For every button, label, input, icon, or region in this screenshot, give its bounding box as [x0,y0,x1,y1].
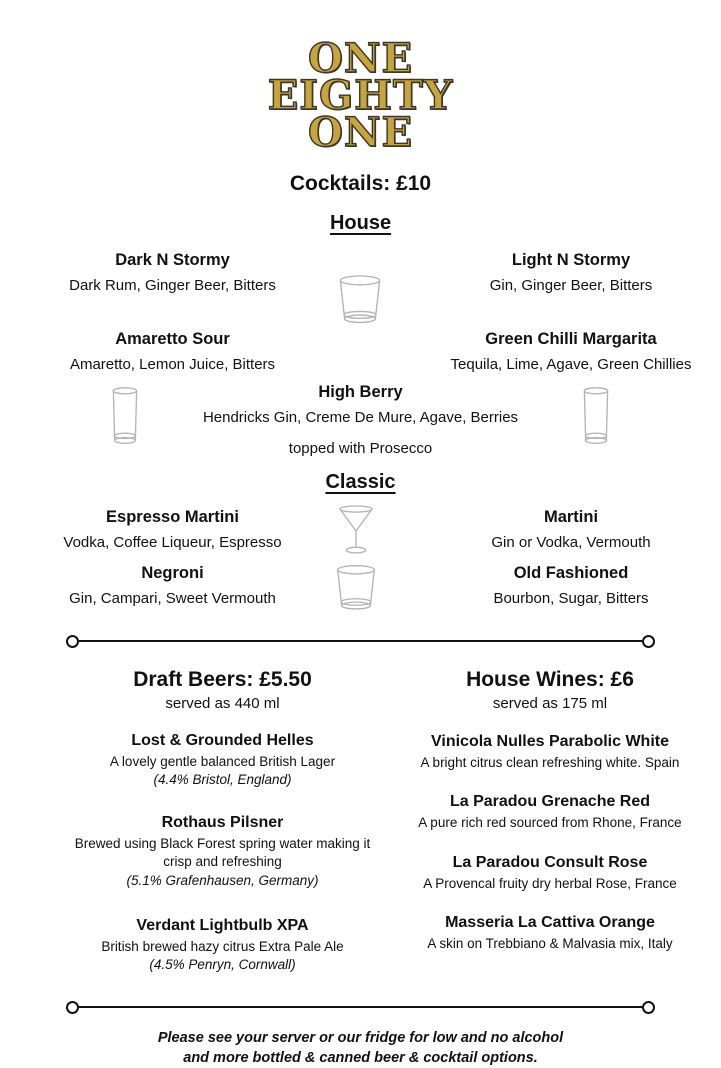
logo-line-3: ONE [0,114,721,151]
wine-item [400,914,700,954]
highball-glass-icon [581,385,611,451]
divider-line [79,1006,642,1008]
beer-name: Verdant Lightbulb XPA [60,917,385,935]
cocktail-name: Light N Stormy [421,251,721,270]
rocks-glass-icon [334,564,378,614]
beer-description: Brewed using Black Forest spring water making it crisp and refreshing [60,835,385,872]
cocktail-name: Old Fashioned [421,564,721,583]
house-wines-column [400,668,700,975]
beers-and-wines-section [0,668,721,975]
house-wines-serving-size: served as 175 ml [400,695,700,712]
cocktail-ingredients: Gin or Vodka, Vermouth [421,534,721,551]
cocktail-ingredients: Tequila, Lime, Agave, Green Chillies [421,356,721,373]
cocktails-price-title: Cocktails: £10 [0,172,721,196]
cocktail-extra: topped with Prosecco [0,440,721,457]
cocktail-old-fashioned [421,564,721,607]
house-row-1 [0,251,721,294]
footer-note-line-2: and more bottled & canned beer & cocktail options. [0,1049,721,1068]
cocktail-espresso-martini [0,508,345,551]
beer-origin: (4.4% Bristol, England) [60,771,385,790]
house-row-2 [0,330,721,373]
cocktail-martini [421,508,721,551]
cocktail-ingredients: Vodka, Coffee Liqueur, Espresso [0,534,345,551]
footer-note-line-1: Please see your server or our fridge for low and no alcohol [0,1029,721,1049]
wine-description: A bright citrus clean refreshing white. Spain [400,754,700,773]
cocktail-ingredients: Gin, Ginger Beer, Bitters [421,277,721,294]
wine-description: A Provencal fruity dry herbal Rose, France [400,875,700,894]
wine-item [400,733,700,773]
cocktail-name: Dark N Stormy [0,251,345,270]
wine-description: A pure rich red sourced from Rhone, France [400,814,700,833]
wine-name: Vinicola Nulles Parabolic White [400,733,700,751]
house-section-heading: House [0,212,721,235]
cocktail-name: Espresso Martini [0,508,345,527]
beer-name: Lost & Grounded Helles [60,732,385,750]
wine-name: Masseria La Cattiva Orange [400,914,700,932]
beer-item [60,814,385,891]
draft-beers-title: Draft Beers: £5.50 [60,668,385,692]
cocktail-name: Amaretto Sour [0,330,345,349]
beer-origin: (4.5% Penryn, Cornwall) [60,956,385,975]
divider-end-dot [642,635,655,648]
footer-note [0,1029,721,1068]
cocktail-ingredients: Hendricks Gin, Creme De Mure, Agave, Berries [0,409,721,426]
cocktail-name: Martini [421,508,721,527]
cocktail-ingredients: Dark Rum, Ginger Beer, Bitters [0,277,345,294]
rocks-glass-icon [337,273,383,329]
wine-description: A skin on Trebbiano & Malvasia mix, Italy [400,935,700,954]
cocktail-name: High Berry [0,383,721,402]
classic-section-heading: Classic [0,471,721,494]
wine-item [400,793,700,833]
cocktail-ingredients: Gin, Campari, Sweet Vermouth [0,590,345,607]
cocktail-ingredients: Amaretto, Lemon Juice, Bitters [0,356,345,373]
house-wines-title: House Wines: £6 [400,668,700,692]
cocktail-light-n-stormy [421,251,721,294]
divider-line [79,640,642,642]
cocktail-name: Negroni [0,564,345,583]
cocktail-green-chilli-margarita [421,330,721,373]
highball-glass-icon [110,385,140,451]
divider-end-dot [642,1001,655,1014]
draft-beers-serving-size: served as 440 ml [60,695,385,712]
cocktail-ingredients: Bourbon, Sugar, Bitters [421,590,721,607]
logo-line-1: ONE [0,40,721,77]
beer-item [60,732,385,790]
cocktail-name: Green Chilli Margarita [421,330,721,349]
wine-name: La Paradou Grenache Red [400,793,700,811]
wine-item [400,854,700,894]
beer-description: British brewed hazy citrus Extra Pale Ale [60,938,385,957]
cocktail-negroni [0,564,345,607]
divider-end-dot [66,1001,79,1014]
beer-description: A lovely gentle balanced British Lager [60,753,385,772]
divider-end-dot [66,635,79,648]
cocktail-high-berry [0,383,721,457]
beer-name: Rothaus Pilsner [60,814,385,832]
venue-logo [0,0,721,152]
logo-line-2: EIGHTY [0,77,721,114]
wine-name: La Paradou Consult Rose [400,854,700,872]
beer-origin: (5.1% Grafenhausen, Germany) [60,872,385,891]
draft-beers-column [60,668,385,975]
section-divider [66,635,655,648]
classic-row-2 [0,564,721,607]
section-divider [66,1001,655,1014]
martini-glass-icon [335,504,377,558]
beer-item [60,917,385,975]
cocktail-dark-n-stormy [0,251,345,294]
classic-row-1 [0,508,721,551]
cocktail-amaretto-sour [0,330,345,373]
